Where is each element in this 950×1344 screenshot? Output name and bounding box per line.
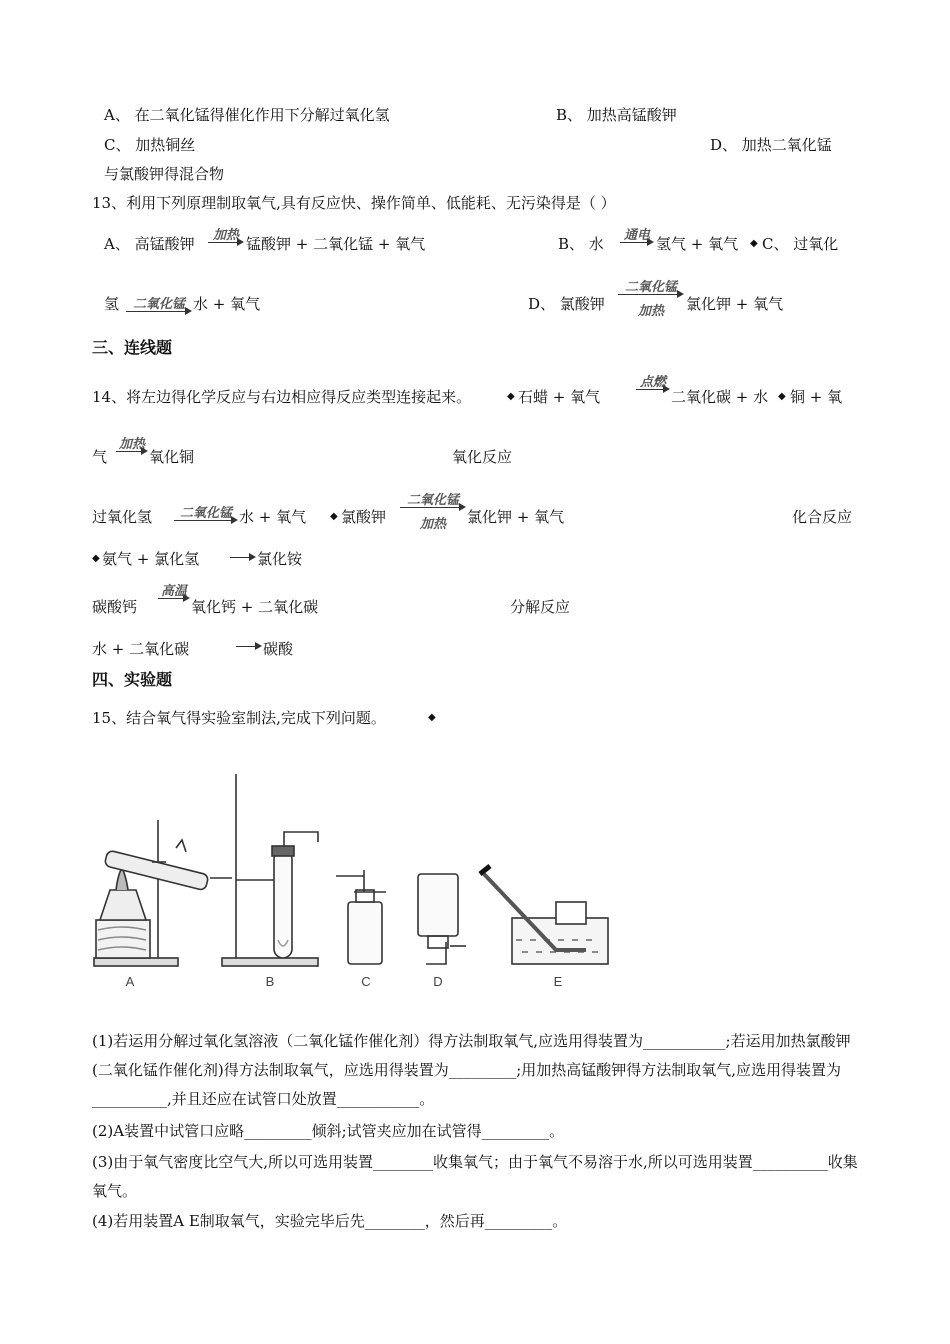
q13-stem: 13、利用下列原理制取氧气,具有反应快、操作简单、低能耗、无污染得是（ ） [92, 194, 616, 212]
apparatus-c-gas-bottle [336, 870, 386, 964]
q14-stem: 14、将左边得化学反应与右边相应得反应类型连接起来。 [92, 388, 472, 406]
q14-reaction-3-condition: 二氧化锰 [179, 505, 232, 520]
q13-d-products: 氯化钾 + 氧气 [686, 295, 784, 313]
q13-d-reactant: D、 氯酸钾 [528, 295, 605, 313]
q12-option-d-continued: 与氯酸钾得混合物 [104, 165, 225, 183]
q14-reaction-2-products: 氧化铜 [149, 448, 195, 466]
q14-reaction-1-condition: 点燃 [639, 374, 666, 389]
q14-type-decomposition: 分解反应 [510, 598, 571, 616]
q14-reaction-6-reactant: 碳酸钙 [92, 598, 138, 616]
lab-apparatus-figure [86, 770, 616, 992]
q14-reaction-5-products: 氯化铵 [257, 550, 303, 568]
q15-part-4: (4)若用装置A E制取氧气，实验完毕后先________，然后再_________。 [92, 1212, 568, 1230]
paragraph-mark: ◆ [428, 712, 436, 723]
q14-reaction-4-products: 氯化钾 + 氧气 [467, 508, 565, 526]
q13-c-products: 水 + 氧气 [193, 295, 261, 313]
q15-part-1: (1)若运用分解过氧化氢溶液（二氧化锰作催化剂）得方法制取氧气,应选用得装置为___________;若运用加热氯酸钾(二氧化锰作催化剂)得方法制取氧气，应选用得装置为_________;用加热高锰酸钾得方法制取氧气,应选用得装置为__________,并且还应在试管口处放置___________。 [92, 1032, 851, 1108]
apparatus-label-e: E [553, 974, 563, 989]
q14-reaction-3-reactant: 过氧化氢 [92, 508, 153, 526]
section-3-title: 三、连线题 [92, 338, 173, 357]
q14-reaction-4-condition-bottom: 加热 [419, 516, 446, 531]
apparatus-label-a: A [125, 974, 135, 989]
q14-reaction-5-reactants: 氨气 + 氯化氢 [102, 550, 200, 568]
apparatus-a-heating-setup [94, 820, 232, 966]
apparatus-label-d: D [433, 974, 443, 989]
q13-d-condition-top: 二氧化锰 [624, 279, 677, 294]
apparatus-e-water-trough [480, 866, 608, 964]
apparatus-d-inverted-bottle [418, 874, 466, 964]
apparatus-label-c: C [361, 974, 371, 989]
q14-reaction-1-products: 二氧化碳 + 水 [671, 388, 769, 406]
q15-part-2: (2)A装置中试管口应略_________倾斜;试管夹应加在试管得_________。 [92, 1122, 565, 1140]
q13-d-condition-bottom: 加热 [637, 303, 664, 318]
q13-c-reactant-continued: 氢 [104, 295, 120, 313]
q14-reaction-6-products: 氧化钙 + 二氧化碳 [191, 598, 319, 616]
q15-stem: 15、结合氧气得实验室制法,完成下列问题。 [92, 709, 386, 727]
q13-b-products: 氢气 + 氧气 [656, 235, 739, 253]
q14-reaction-7-products: 碳酸 [263, 640, 294, 658]
q14-reaction-2-condition: 加热 [118, 436, 145, 451]
q12-option-a: A、 在二氧化锰得催化作用下分解过氧化氢 [104, 106, 390, 124]
q14-type-oxidation: 氧化反应 [452, 448, 513, 466]
q13-b-reactant: B、 水 [558, 235, 604, 253]
q14-reaction-2-reactants: 铜 + 氧 [790, 388, 843, 406]
q14-reaction-4-reactant: 氯酸钾 [341, 508, 387, 526]
apparatus-label-b: B [265, 974, 275, 989]
q12-option-d: D、 加热二氧化锰 [710, 136, 832, 154]
q13-a-condition: 加热 [212, 227, 239, 242]
paragraph-mark: ◆ [778, 391, 786, 402]
section-4-title: 四、实验题 [92, 670, 173, 689]
q15-part-3: (3)由于氧气密度比空气大,所以可选用装置________收集氧气；由于氧气不易溶于水,所以可选用装置__________收集氧气。 [92, 1153, 858, 1200]
q14-type-combination: 化合反应 [792, 508, 853, 526]
q13-c-reactant: C、 过氧化 [762, 235, 839, 253]
q14-reaction-1-reactants: 石蜡 + 氧气 [518, 388, 601, 406]
q14-reaction-7-reactants: 水 + 二氧化碳 [92, 640, 190, 658]
paragraph-mark: ◆ [92, 553, 100, 564]
q12-option-c: C、 加热铜丝 [104, 136, 196, 154]
q14-reaction-4-condition-top: 二氧化锰 [406, 492, 459, 507]
q14-reaction-2-reactants-continued: 气 [92, 448, 108, 466]
q13-a-products: 锰酸钾 + 二氧化锰 + 氧气 [246, 235, 426, 253]
q13-a-reactant: A、 高锰酸钾 [104, 235, 195, 253]
paragraph-mark: ◆ [330, 511, 338, 522]
q14-reaction-6-condition: 高温 [160, 583, 187, 598]
apparatus-b-test-tube-setup [222, 774, 318, 966]
paragraph-mark: ◆ [750, 238, 758, 249]
q14-reaction-3-products: 水 + 氧气 [239, 508, 307, 526]
q13-b-condition: 通电 [623, 227, 650, 242]
q13-c-condition: 二氧化锰 [132, 296, 185, 311]
paragraph-mark: ◆ [507, 391, 515, 402]
q12-option-b: B、 加热高锰酸钾 [556, 106, 677, 124]
